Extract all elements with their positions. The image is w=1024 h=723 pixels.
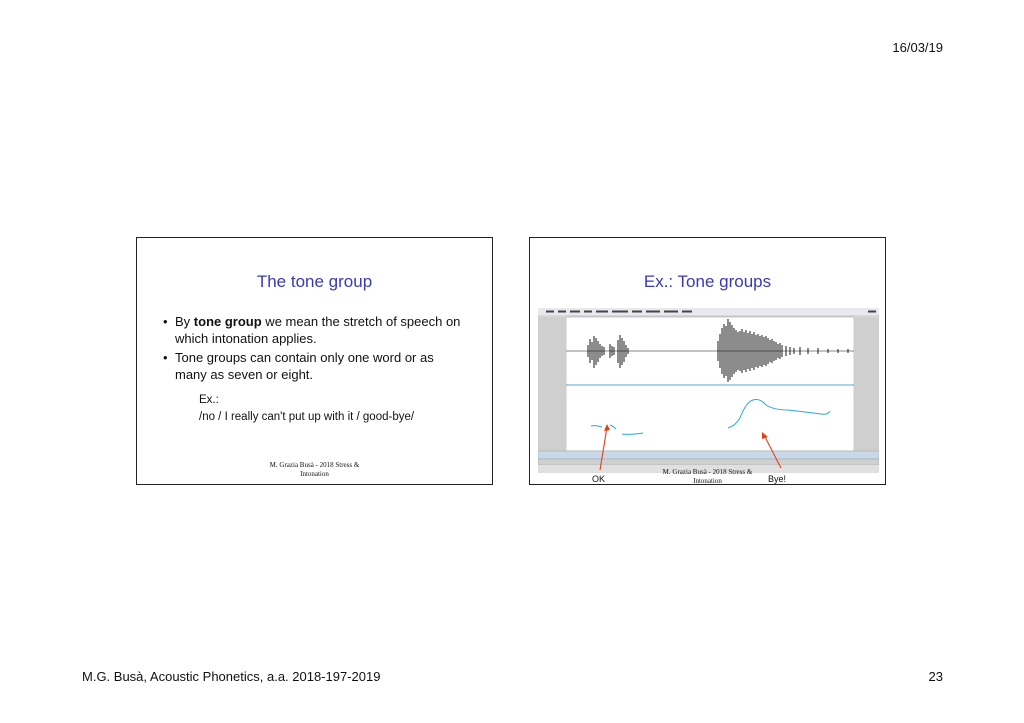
waveform-pitch-screenshot — [538, 308, 879, 473]
page-date: 16/03/19 — [892, 40, 943, 55]
label-bye: Bye! — [768, 474, 787, 484]
right-ruler — [854, 317, 879, 451]
bullet-text: By — [175, 314, 194, 329]
bullet-list — [163, 313, 463, 385]
bullet-dot-icon: • — [163, 350, 168, 365]
slide-footer-line: Intonation — [693, 477, 722, 485]
pitch-pane — [566, 385, 854, 451]
slide-footer-line: Intonation — [300, 470, 329, 478]
slide-footer-line: M. Grazia Busà - 2018 Stress & — [662, 468, 753, 476]
status-bar — [538, 459, 879, 465]
example-text: /no / I really can't put up with it / good-bye/ — [199, 411, 415, 423]
slide-footer — [530, 468, 885, 486]
slide-tone-group — [136, 237, 493, 485]
page-footer-text: M.G. Busà, Acoustic Phonetics, a.a. 2018-197-2019 — [82, 669, 381, 684]
label-ok: OK — [592, 474, 606, 484]
bullet-dot-icon: • — [163, 314, 168, 329]
slide-title: Ex.: Tone groups — [643, 272, 772, 291]
slide-tone-groups-example — [529, 237, 886, 485]
time-bar — [538, 451, 879, 459]
bullet-item — [163, 313, 463, 347]
bullet-text: we mean the stretch of speech on which intonation applies. — [175, 314, 461, 346]
example-label: Ex.: — [199, 394, 219, 406]
page-number: 23 — [928, 669, 943, 684]
slide-footer-line: M. Grazia Busà - 2018 Stress & — [269, 461, 360, 469]
slide-footer — [137, 461, 492, 479]
slide-title: The tone group — [256, 272, 373, 291]
left-ruler — [538, 317, 566, 451]
bullet-item — [163, 349, 463, 383]
bullet-bold-term: tone group — [193, 314, 262, 329]
bullet-text: Tone groups can contain only one word or as many as seven or eight. — [175, 350, 434, 382]
